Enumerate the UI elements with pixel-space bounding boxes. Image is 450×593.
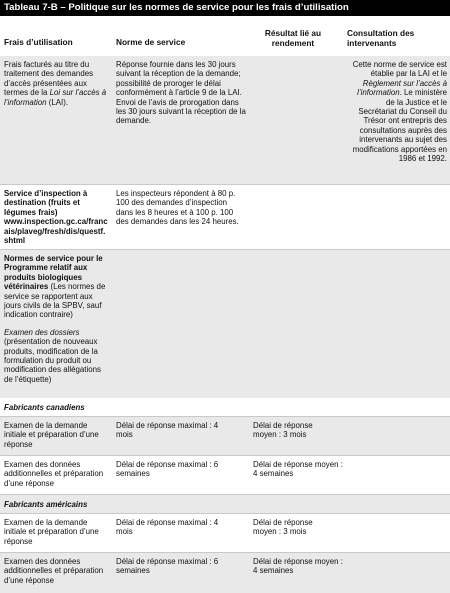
biologics-sub-title: Examen des dossiers — [4, 327, 80, 337]
lai-standard: Réponse fournie dans les 30 jours suivant la réception de la demande; possibilité de proroger le délai conformément à l’article 9 de la LAI. Envoi de l’avis de prorogation dans les 30 jours suivant la réception de la demande. — [116, 60, 246, 126]
header-consultation: Consultation des intervenants — [347, 28, 415, 48]
table-row-usa-additional — [0, 553, 450, 593]
usa-initial-result: Délai de réponse moyen : 3 mois — [253, 518, 313, 537]
lai-consult-text: Cette norme de service est établie par la LAI et le — [352, 60, 447, 79]
section-american — [0, 495, 450, 513]
section-canadian — [0, 398, 450, 416]
usa-additional-standard: Délai de réponse maximal : 6 semaines — [116, 557, 219, 576]
table-header-row — [0, 16, 450, 56]
section-american-label: Fabricants américains — [4, 500, 88, 509]
table-row-inspection — [0, 185, 450, 249]
header-result: Résultat lié au rendement — [264, 28, 322, 48]
inspection-fee — [4, 189, 108, 245]
canada-additional-result: Délai de réponse moyen : 4 semaines — [253, 460, 343, 479]
usa-additional-result: Délai de réponse moyen : 4 semaines — [253, 557, 343, 576]
inspection-fee-title: Service d’inspection à destination (fruits et légumes frais) — [4, 189, 88, 217]
usa-initial-standard: Délai de réponse maximal : 4 mois — [116, 518, 219, 537]
canada-additional-fee: Examen des données additionnelles et préparation d’une réponse — [4, 460, 104, 488]
header-standard: Norme de service — [116, 37, 186, 47]
usa-additional-fee: Examen des données additionnelles et préparation d’une réponse — [4, 557, 104, 585]
lai-fee-suffix: (LAI). — [46, 97, 69, 107]
table-row-biologics — [0, 250, 450, 398]
lai-consult-suffix: . Le ministère de la Justice et le Secrétariat du Conseil du Trésor ont entrepris des consultations auprès des intervenants au sujet des modifications apportées en 1986 et 1992. — [352, 88, 447, 164]
usa-initial-fee: Examen de la demande initiale et préparation d’une réponse — [4, 518, 99, 546]
lai-fee-text: Frais facturés au titre du traitement des demandes d’accès présentées aux termes de la — [4, 60, 94, 98]
table-row-usa-initial — [0, 514, 450, 552]
canada-additional-standard: Délai de réponse maximal : 6 semaines — [116, 460, 219, 479]
lai-consultation — [347, 60, 447, 163]
inspection-url: www.inspection.gc.ca/francais/plaveg/fresh/dis/questf.shtml — [4, 217, 108, 246]
biologics-fee-title: Normes de service pour le Programme relatif aux produits biologiques vétérinaires — [4, 254, 103, 292]
canada-initial-result: Délai de réponse moyen : 3 mois — [253, 421, 313, 440]
biologics-fee — [4, 254, 108, 384]
table-row-canada-initial — [0, 417, 450, 455]
table-row-canada-additional — [0, 456, 450, 494]
canada-initial-standard: Délai de réponse maximal : 4 mois — [116, 421, 219, 440]
canada-initial-fee: Examen de la demande initiale et préparation d’une réponse — [4, 421, 99, 449]
spacer — [4, 320, 108, 328]
lai-fee — [4, 60, 108, 107]
inspection-standard: Les inspecteurs répondent à 80 p. 100 des demandes d’inspection dans les 8 heures et à 100 p. 100 des demandes dans les 24 heures. — [116, 189, 239, 227]
header-fee: Frais d’utilisation — [4, 37, 73, 47]
lai-regulation-title: Règlement sur l’accès à l’information — [357, 78, 447, 98]
lai-law-title: Loi sur l’accès à l’information — [4, 88, 107, 107]
section-canadian-label: Fabricants canadiens — [4, 403, 85, 412]
table-row-lai — [0, 56, 450, 184]
biologics-sub-text: (présentation de nouveaux produits, modification de la formulation du produit ou modification des allégations de l’étiquette) — [4, 337, 101, 384]
table-title: Tableau 7-B – Politique sur les normes de service pour les frais d’utilisation — [0, 0, 450, 16]
biologics-fee-note: (Les normes de service se rapportent aux jours civils de la SPBV, sauf indication contraire) — [4, 282, 106, 320]
service-standards-table — [0, 16, 450, 593]
